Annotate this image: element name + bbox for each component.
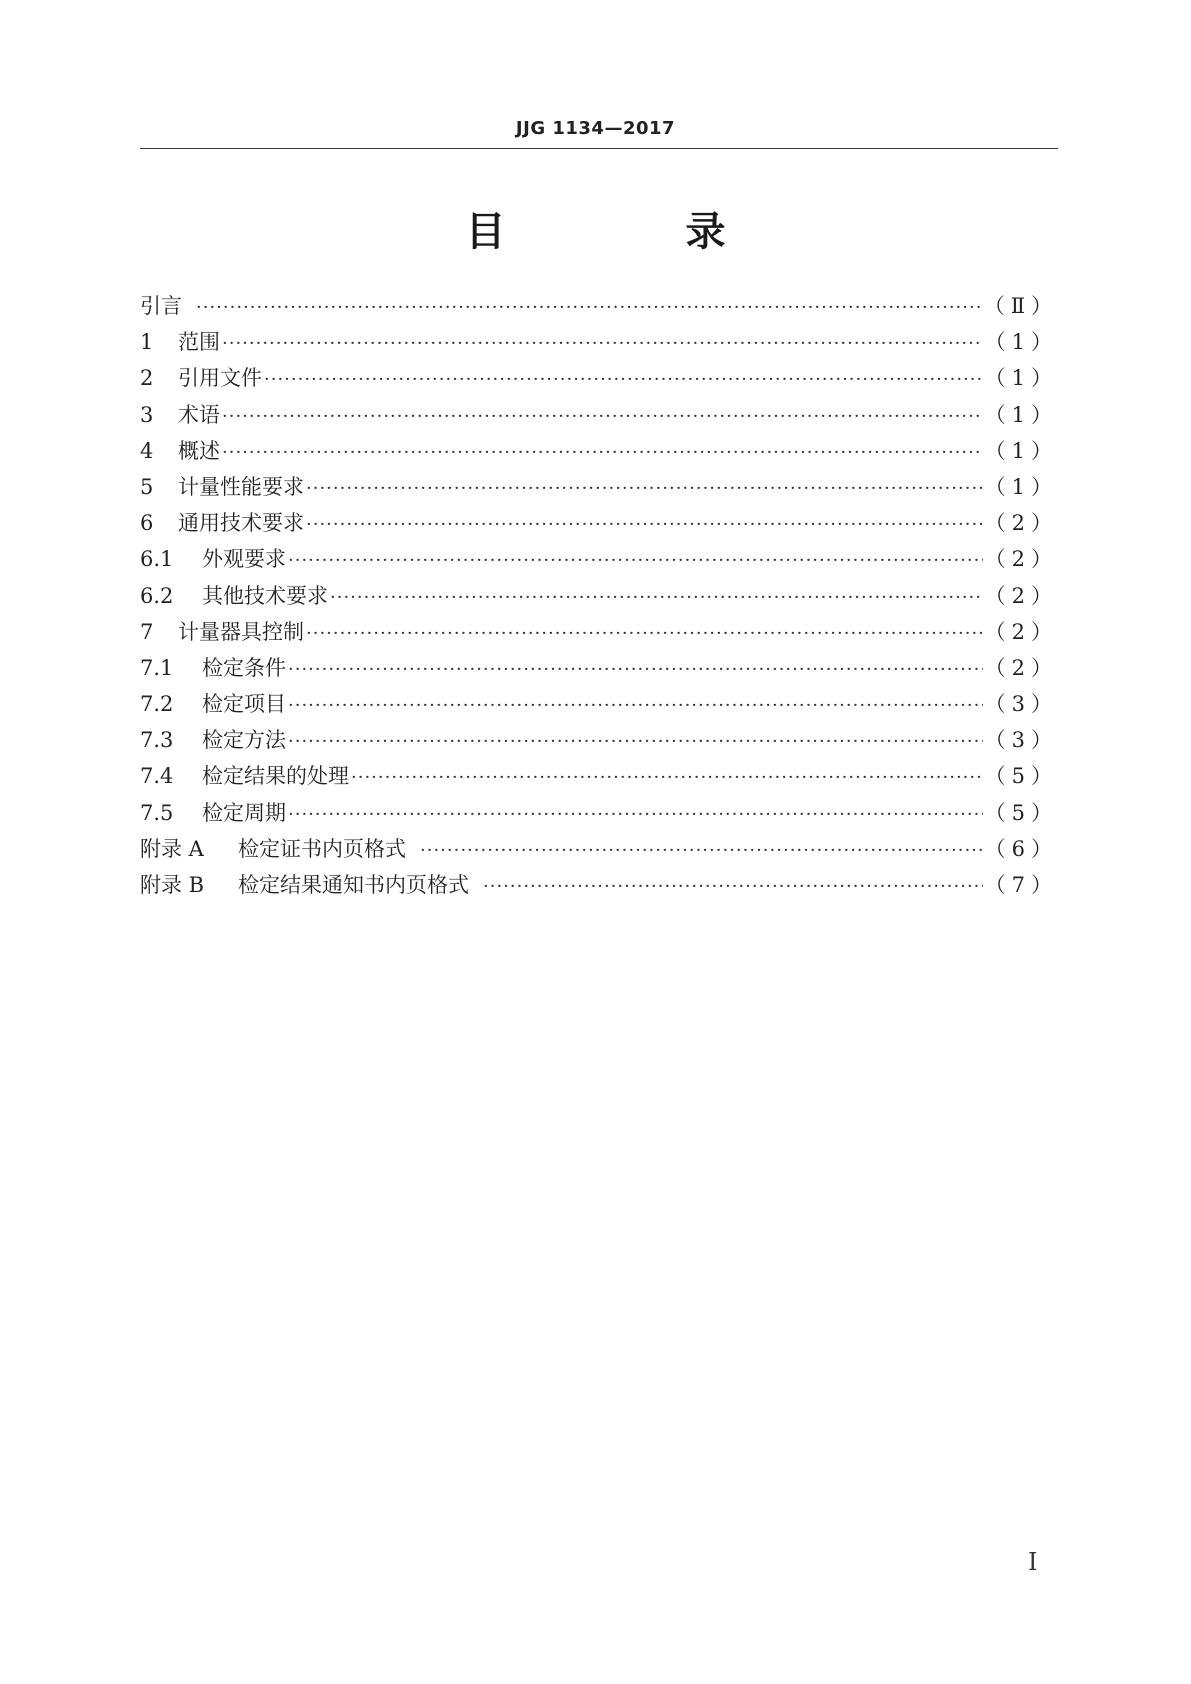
toc-entry-page: （1） — [984, 402, 1058, 427]
toc-entry-number: 5 — [140, 474, 154, 499]
toc-entry-title: 引言 — [140, 294, 182, 318]
toc-leader-dots — [288, 543, 983, 579]
toc-entry-number: 4 — [140, 438, 154, 463]
toc-leader-dots — [306, 507, 983, 543]
toc-leader-dots — [306, 471, 983, 507]
toc-entry-title: 概述 — [178, 438, 220, 463]
toc-entry-page: （5） — [984, 764, 1058, 789]
document-code-header: JJG 1134—2017 — [515, 118, 676, 139]
toc-entry-number: 7.5 — [140, 800, 174, 825]
toc-entry-title: 检定方法 — [202, 728, 286, 753]
toc-leader-dots — [264, 362, 983, 398]
toc-entry-page: （2） — [984, 655, 1058, 680]
toc-leader-dots — [483, 869, 983, 905]
toc-entry-title: 检定结果的处理 — [202, 764, 349, 789]
toc-entry-title: 计量性能要求 — [178, 474, 304, 499]
toc-entry-appendix-b[interactable] — [140, 867, 1058, 903]
toc-entry-page: （1） — [984, 366, 1058, 391]
toc-entry-title: 检定条件 — [202, 655, 286, 680]
toc-entry-normative-references[interactable] — [140, 360, 1058, 396]
toc-entry-title: 检定结果通知书内页格式 — [238, 873, 469, 897]
toc-entry-page: （2） — [984, 547, 1058, 572]
toc-entry-title: 范围 — [178, 330, 220, 355]
toc-entry-page: （5） — [984, 800, 1058, 825]
toc-entry-overview[interactable] — [140, 433, 1058, 469]
toc-leader-dots — [420, 833, 983, 869]
toc-leader-dots — [196, 290, 982, 326]
page-number: Ⅰ — [1028, 1548, 1038, 1576]
header-rule — [140, 148, 1058, 149]
toc-entry-other-technical-requirements[interactable] — [140, 578, 1058, 614]
toc-entry-title: 外观要求 — [202, 547, 286, 572]
toc-entry-preface[interactable] — [140, 288, 1058, 324]
page-title: 目 录 — [465, 209, 796, 255]
toc-entry-general-technical-requirements[interactable] — [140, 505, 1058, 541]
toc-leader-dots — [222, 435, 983, 471]
toc-entry-page: （Ⅱ） — [983, 294, 1058, 318]
toc-entry-page: （2） — [984, 583, 1058, 608]
toc-entry-number: 7.2 — [140, 692, 174, 717]
toc-entry-number: 7.4 — [140, 764, 174, 789]
toc-entry-appendix-a[interactable] — [140, 831, 1058, 867]
toc-entry-number: 2 — [140, 366, 154, 391]
toc-entry-number: 7.1 — [140, 655, 174, 680]
toc-entry-title: 引用文件 — [178, 366, 262, 391]
toc-entry-title: 计量器具控制 — [178, 619, 304, 644]
toc-entry-title: 检定项目 — [202, 692, 286, 717]
toc-leader-dots — [288, 724, 983, 760]
toc-entry-number: 附录 B — [140, 873, 205, 897]
toc-leader-dots — [330, 580, 983, 616]
toc-entry-number: 6.1 — [140, 547, 174, 572]
toc-entry-title: 检定周期 — [202, 800, 286, 825]
toc-entry-instrument-control[interactable] — [140, 614, 1058, 650]
toc-entry-scope[interactable] — [140, 324, 1058, 360]
toc-entry-number: 附录 A — [140, 836, 204, 861]
toc-entry-page: （6） — [984, 836, 1058, 861]
toc-entry-page: （1） — [984, 474, 1058, 499]
toc-entry-number: 6 — [140, 511, 154, 536]
toc-leader-dots — [351, 760, 983, 796]
toc-entry-verification-methods[interactable] — [140, 722, 1058, 758]
toc-entry-page: （1） — [984, 330, 1058, 355]
toc-entry-appearance-requirements[interactable] — [140, 541, 1058, 577]
toc-entry-number: 7 — [140, 619, 154, 644]
toc-entry-title: 其他技术要求 — [202, 583, 328, 608]
toc-entry-metrological-requirements[interactable] — [140, 469, 1058, 505]
toc-entry-page: （7） — [984, 873, 1058, 897]
table-of-contents — [140, 288, 1058, 903]
toc-leader-dots — [222, 326, 983, 362]
toc-entry-result-handling[interactable] — [140, 758, 1058, 794]
toc-entry-number: 1 — [140, 330, 154, 355]
toc-entry-title: 通用技术要求 — [178, 511, 304, 536]
toc-entry-page: （3） — [984, 692, 1058, 717]
toc-entry-page: （3） — [984, 728, 1058, 753]
toc-entry-terms[interactable] — [140, 397, 1058, 433]
toc-entry-title: 检定证书内页格式 — [238, 836, 406, 861]
toc-entry-number: 7.3 — [140, 728, 174, 753]
toc-entry-title: 术语 — [178, 402, 220, 427]
toc-entry-verification-interval[interactable] — [140, 795, 1058, 831]
toc-entry-page: （1） — [984, 438, 1058, 463]
toc-leader-dots — [306, 616, 983, 652]
toc-leader-dots — [288, 797, 983, 833]
toc-leader-dots — [222, 399, 983, 435]
toc-entry-page: （2） — [984, 619, 1058, 644]
toc-entry-verification-items[interactable] — [140, 686, 1058, 722]
toc-entry-number: 6.2 — [140, 583, 174, 608]
toc-entry-verification-conditions[interactable] — [140, 650, 1058, 686]
toc-entry-page: （2） — [984, 511, 1058, 536]
toc-leader-dots — [288, 652, 983, 688]
toc-leader-dots — [288, 688, 983, 724]
toc-entry-number: 3 — [140, 402, 154, 427]
